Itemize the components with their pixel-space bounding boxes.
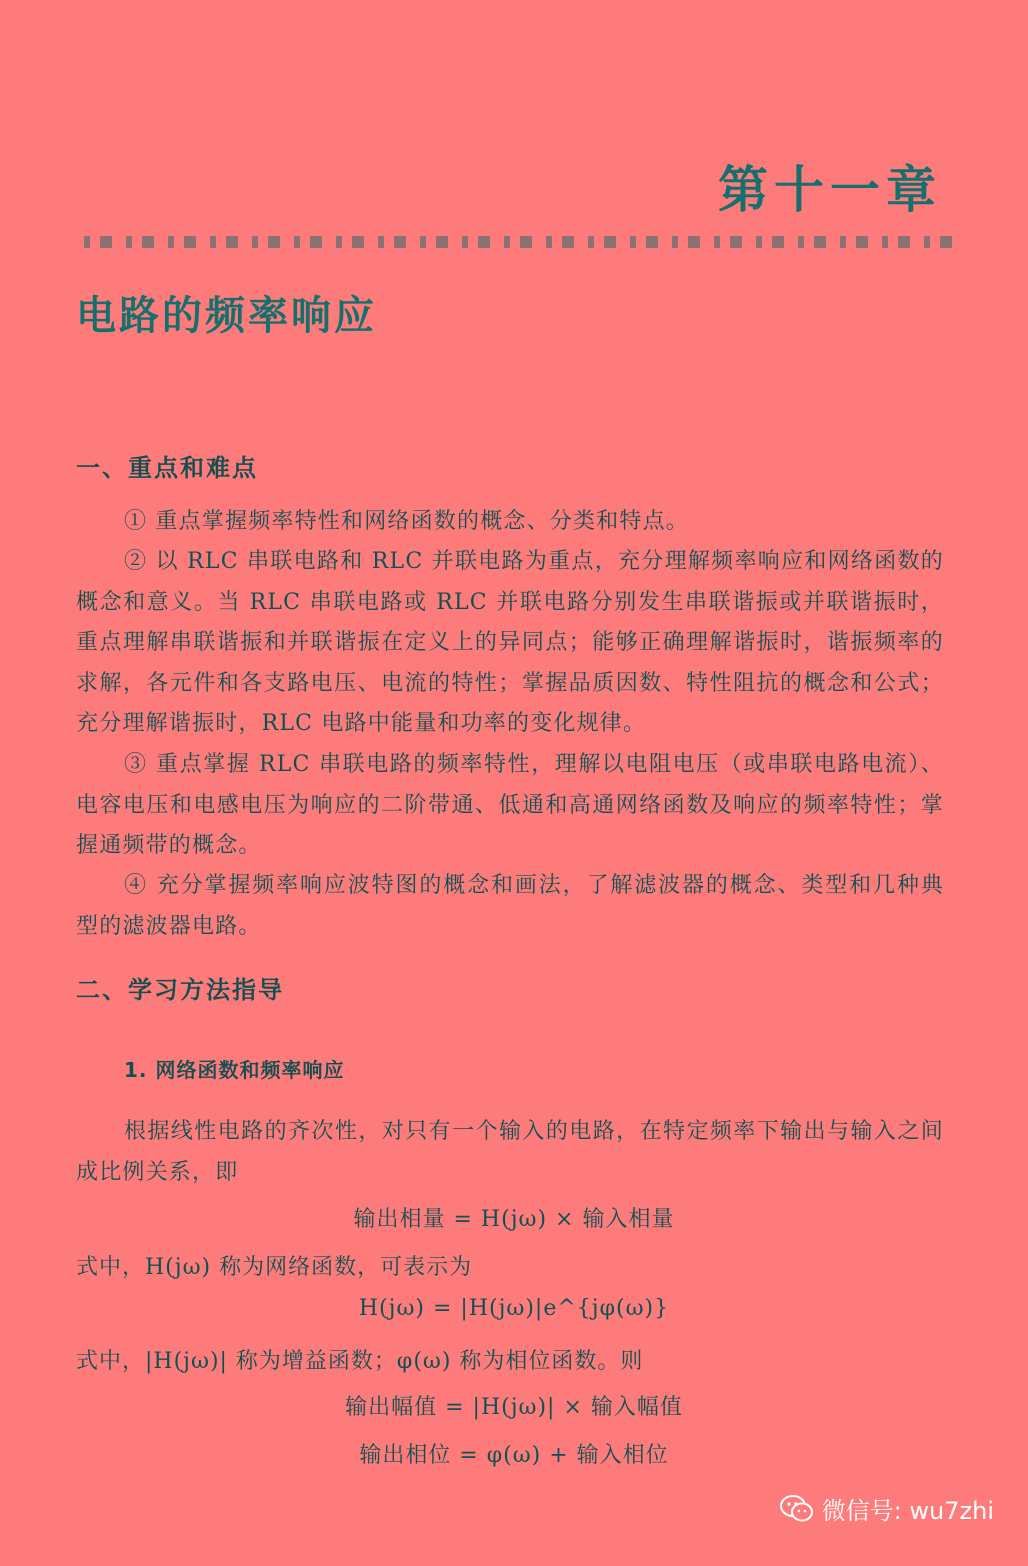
equation-network-function: H(jω) = |H(jω)|e^{jφ(ω)} [358,1296,670,1321]
equation-output-amplitude: 输出幅值 = |H(jω)| × 输入幅值 [345,1395,683,1420]
key-point-2: ② 以 RLC 串联电路和 RLC 并联电路为重点，充分理解频率响应和网络函数的概念和意义。当 RLC 串联电路或 RLC 并联电路分别发生串联谐振或并联谐振时，重点理解串联谐振和并联谐振在定义上的异同点；能够正确理解谐振时，谐振频率的求解，各元件和各支路电压、电流的特性；掌握品质因数、特性阻抗的概念和公式；充分理解谐振时，RLC 电路中能量和功率的变化规律。 [76,549,944,736]
sub-heading-network-function: 1. 网络函数和频率响应 [124,1058,345,1082]
wechat-icon [780,1494,814,1524]
intro-paragraph: 根据线性电路的齐次性，对只有一个输入的电路，在特定频率下输出与输入之间成比例关系，即 [76,1119,944,1185]
equation-output-phase: 输出相位 = φ(ω) + 输入相位 [359,1443,669,1468]
text-network-function: 式中，H(jω) 称为网络函数，可表示为 [76,1255,473,1280]
watermark [780,1491,994,1526]
chapter-label: 第十一章 [718,161,942,219]
key-point-1: ① 重点掌握频率特性和网络函数的概念、分类和特点。 [124,509,689,534]
page-title: 电路的频率响应 [76,293,377,339]
text-gain-phase: 式中，|H(jω)| 称为增益函数；φ(ω) 称为相位函数。则 [76,1349,644,1374]
section-heading-key-points: 一、重点和难点 [76,454,258,482]
key-point-4: ④ 充分掌握频率响应波特图的概念和画法，了解滤波器的概念、类型和几种典型的滤波器电路。 [76,873,944,939]
decorative-divider [84,236,952,248]
section-heading-study-methods: 二、学习方法指导 [76,976,284,1004]
key-point-3: ③ 重点掌握 RLC 串联电路的频率特性，理解以电阻电压（或串联电路电流）、电容电压和电感电压为响应的二阶带通、低通和高通网络函数及响应的频率特性；掌握通频带的概念。 [76,752,944,858]
watermark-text: 微信号: wu7zhi [821,1497,994,1525]
equation-output-phasor: 输出相量 = H(jω) × 输入相量 [353,1207,675,1232]
